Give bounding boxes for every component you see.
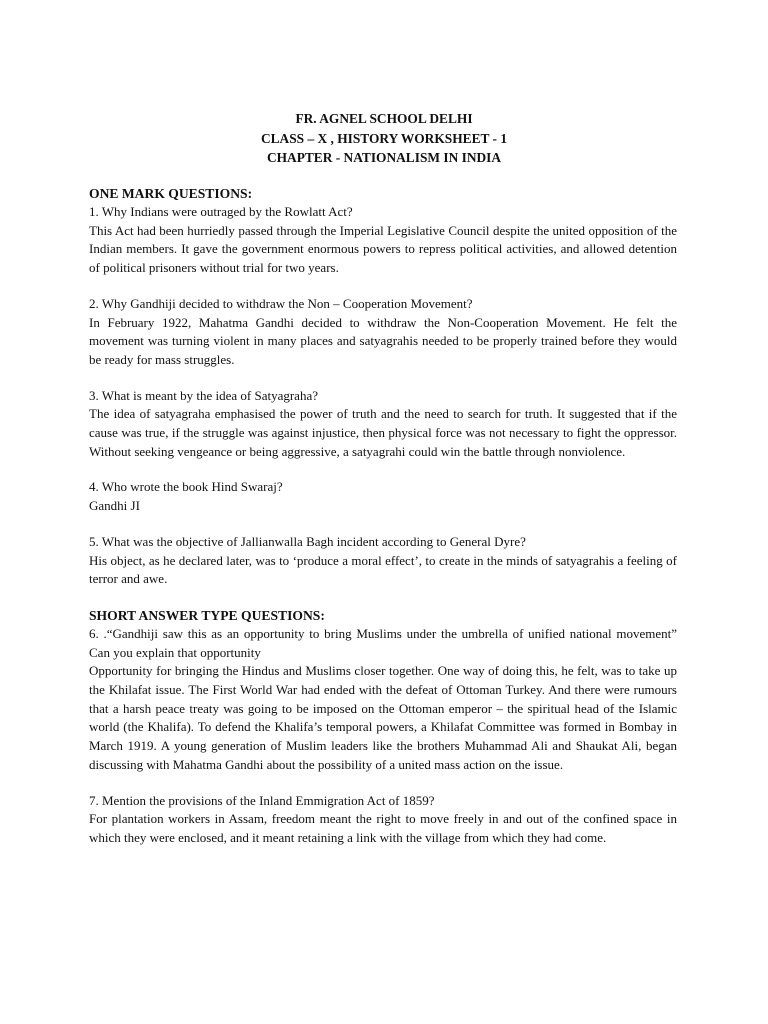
answer-text: The idea of satyagraha emphasised the power of truth and the need to search for truth. It suggested that if the cause was true, if the struggle was against injustice, then physical force was not necessary to fight the oppressor. Without seeking vengeance or being aggressive, a satyagrahi could win the battle through nonviolence.: [89, 406, 677, 459]
class-title: CLASS – X , HISTORY WORKSHEET - 1: [260, 130, 508, 146]
document-header: [0, 109, 768, 168]
question-block-7: [89, 792, 677, 848]
question-text: 3. What is meant by the idea of Satyagraha?: [89, 387, 318, 403]
answer-text: For plantation workers in Assam, freedom meant the right to move freely in and out of the confined space in which they were enclosed, and it meant retaining a link with the village from which they had come.: [89, 811, 677, 845]
answer-text: In February 1922, Mahatma Gandhi decided to withdraw the Non-Cooperation Movement. He felt the movement was turning violent in many places and satyagrahis needed to be properly trained before they would be ready for mass struggles.: [89, 314, 677, 367]
section-heading-one-mark: ONE MARK QUESTIONS:: [89, 186, 253, 201]
question-block-4: [89, 478, 677, 515]
question-block-2: [89, 295, 677, 370]
answer-text: Gandhi JI: [89, 498, 140, 514]
question-block-3: [89, 387, 677, 462]
answer-text: Opportunity for bringing the Hindus and Muslims closer together. One way of doing this, he felt, was to take up the Khilafat issue. The First World War had ended with the defeat of Ottoman Turkey. And there were rumours that a harsh peace treaty was going to be imposed on the Ottoman emperor – the spiritual head of the Islamic world (the Khalifa). To defend the Khalifa’s temporal powers, a Khilafat Committee was formed in Bombay in March 1919. A young generation of Muslim leaders like the brothers Muhammad Ali and Shaukat Ali, began discussing with Mahatma Gandhi about the possibility of a united mass action on the issue.: [89, 663, 677, 772]
question-block-6: [89, 625, 677, 775]
answer-text: This Act had been hurriedly passed through the Imperial Legislative Council despite the united opposition of the Indian members. It gave the government enormous powers to repress political activities, and allowed detention of political prisoners without trial for two years.: [89, 222, 677, 276]
question-block-1: [89, 203, 677, 278]
question-block-5: [89, 533, 677, 589]
question-text: 6. .“Gandhiji saw this as an opportunity to bring Muslims under the umbrella of unified national movement” Can you explain that opportunity: [89, 625, 677, 660]
question-text: 5. What was the objective of Jallianwalla Bagh incident according to General Dyre?: [89, 533, 526, 549]
worksheet-body: [89, 184, 677, 848]
chapter-title: CHAPTER - NATIONALISM IN INDIA: [266, 150, 502, 165]
question-text: 1. Why Indians were outraged by the Rowlatt Act?: [89, 204, 353, 219]
question-text: 4. Who wrote the book Hind Swaraj?: [89, 479, 283, 495]
question-text: 7. Mention the provisions of the Inland Emmigration Act of 1859?: [89, 792, 435, 808]
question-text: 2. Why Gandhiji decided to withdraw the Non – Cooperation Movement?: [89, 295, 473, 311]
school-name: FR. AGNEL SCHOOL DELHI: [295, 111, 473, 126]
answer-text: His object, as he declared later, was to ‘produce a moral effect’, to create in the minds of satyagrahis a feeling of terror and awe.: [89, 552, 677, 587]
section-heading-short-answer: SHORT ANSWER TYPE QUESTIONS:: [89, 607, 325, 623]
